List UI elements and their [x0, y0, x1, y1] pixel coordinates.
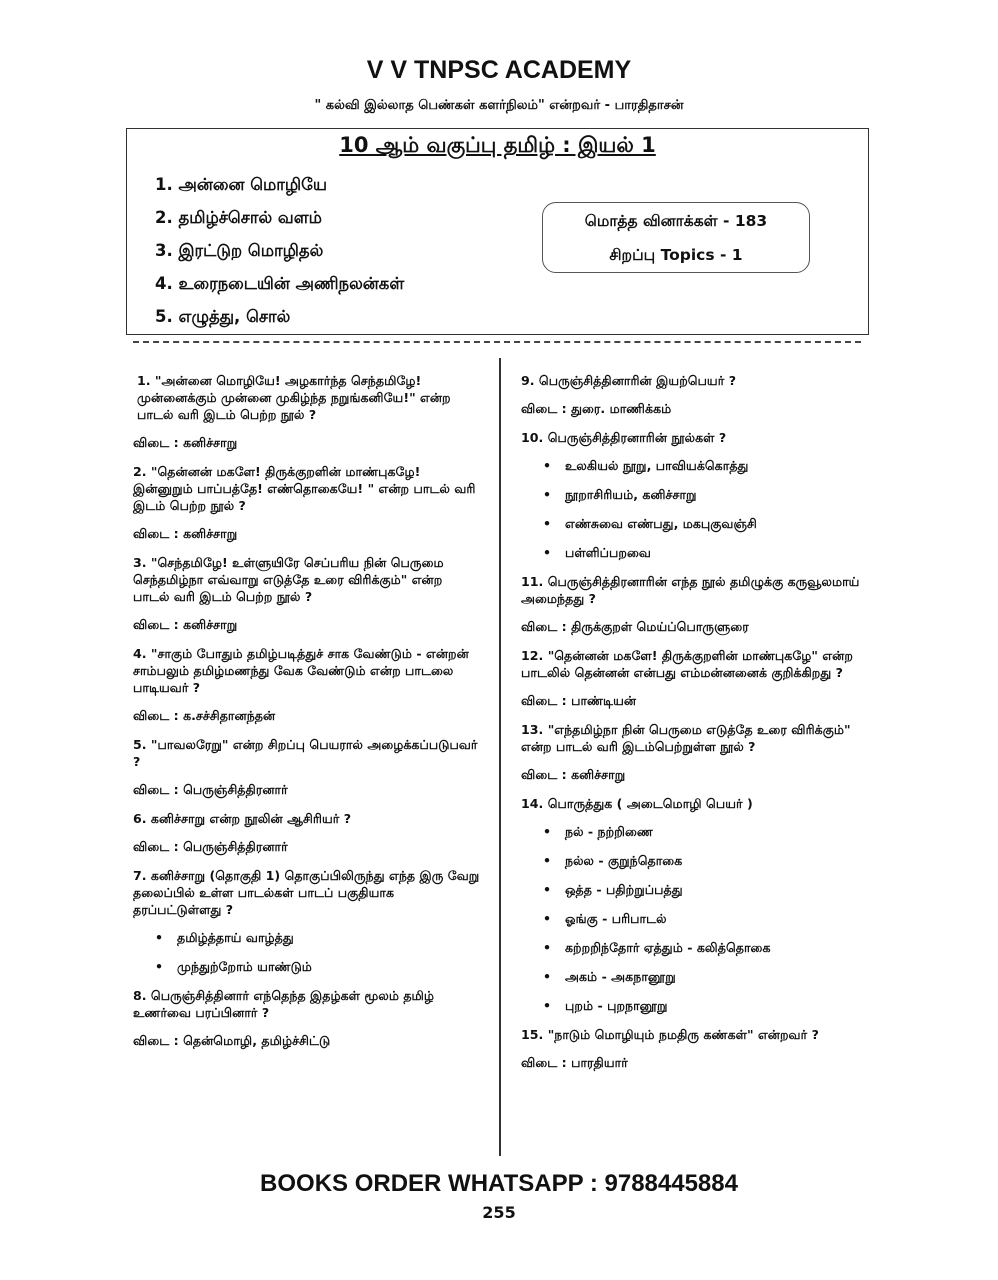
- answer: விடை : பாண்டியன்: [521, 693, 637, 708]
- question: 14. பொருத்துக ( அடைமொழி பெயர் ): [521, 796, 753, 811]
- list-item: • எண்சுவை எண்பது, மகபுகுவஞ்சி: [521, 515, 866, 532]
- question: 11. பெருஞ்சித்திரனாரின் எந்த நூல் தமிழுக்கு கருவூலமாய் அமைந்தது ?: [521, 574, 860, 606]
- list-item: • நல் - நற்றிணை: [521, 823, 866, 840]
- list-item: • நூறாசிரியம், கனிச்சாறு: [521, 486, 866, 503]
- question: 8. பெருஞ்சித்தினார் எந்தெந்த இதழ்கள் மூலம் தமிழ் உணர்வை பரப்பினார் ?: [133, 988, 435, 1020]
- question-count-box: [542, 202, 810, 273]
- list-item: • கற்றறிந்தோர் ஏத்தும் - கலித்தொகை: [521, 939, 866, 956]
- answer: விடை : கனிச்சாறு: [133, 435, 238, 450]
- question: 3. "செந்தமிழே! உள்ளுயிரே செப்பரிய நின் பெருமை செந்தமிழ்நா எவ்வாறு எடுத்தே உரை விரிக்கும்" என்ற பாடல் வரி இடம் பெற்ற நூல் ?: [133, 555, 444, 604]
- question: 9. பெருஞ்சித்தினாரின் இயற்பெயர் ?: [521, 373, 737, 388]
- topic-item: 4. உரைநடையின் அணிநலன்கள்: [155, 274, 405, 293]
- list-item: • அகம் - அகநானூறு: [521, 968, 866, 985]
- list-item: • ஓங்கு - பரிபாடல்: [521, 910, 866, 927]
- column-divider: [499, 358, 501, 1156]
- bullet-list: [521, 457, 866, 561]
- answer: விடை : கனிச்சாறு: [133, 526, 238, 541]
- header-quote: " கல்வி இல்லாத பெண்கள் களர்நிலம்" என்றவர் - பாரதிதாசன்: [314, 98, 684, 113]
- list-item: • தமிழ்த்தாய் வாழ்த்து: [133, 929, 481, 946]
- topic-item: 2. தமிழ்ச்சொல் வளம்: [155, 208, 322, 227]
- page-number: 255: [482, 1203, 516, 1222]
- bullet-list: [133, 929, 481, 975]
- topic-item: 3. இரட்டுற மொழிதல்: [155, 241, 324, 260]
- answer: விடை : தென்மொழி, தமிழ்ச்சிட்டு: [133, 1033, 331, 1048]
- page-title: V V TNPSC ACADEMY: [366, 56, 632, 84]
- question: 15. "நாடும் மொழியும் நமதிரு கண்கள்" என்றவர் ?: [521, 1027, 819, 1042]
- question: 4. "சாகும் போதும் தமிழ்படித்துச் சாக வேண்டும் - என்றன் சாம்பலும் தமிழ்மணந்து வேக வேண்டும் என்ற பாடலை பாடியவர் ?: [133, 646, 469, 695]
- answer: விடை : கனிச்சாறு: [521, 767, 626, 782]
- special-topics: சிறப்பு Topics - 1: [609, 246, 743, 264]
- chapter-summary-box: [126, 128, 869, 335]
- list-item: • ஒத்த - பதிற்றுப்பத்து: [521, 881, 866, 898]
- answer: விடை : பெருஞ்சித்திரனார்: [133, 782, 288, 797]
- answer: விடை : பெருஞ்சித்திரனார்: [133, 839, 288, 854]
- total-questions: மொத்த வினாக்கள் - 183: [584, 212, 768, 230]
- list-item: • முந்துற்றோம் யாண்டும்: [133, 958, 481, 975]
- list-item: • பள்ளிப்பறவை: [521, 544, 866, 561]
- question: 5. "பாவலரேறு" என்ற சிறப்பு பெயரால் அழைக்கப்படுபவர் ?: [133, 737, 478, 769]
- answer: விடை : கனிச்சாறு: [133, 617, 238, 632]
- left-column: [133, 372, 481, 1061]
- right-column: [521, 372, 866, 1083]
- question: 12. "தென்னன் மகளே! திருக்குறளின் மாண்புகழே" என்ற பாடலில் தென்னன் என்பது எம்மன்னனைக் குறிக்கிறது ?: [521, 648, 853, 680]
- question: 6. கனிச்சாறு என்ற நூலின் ஆசிரியர் ?: [133, 811, 352, 826]
- dashed-divider: [133, 341, 861, 343]
- question: 1. "அன்னை மொழியே! அழகார்ந்த செந்தமிழே! முன்னைக்கும் முன்னை முகிழ்ந்த நறுங்கனியே!" என்ற பாடல் வரி இடம் பெற்ற நூல் ?: [137, 373, 451, 422]
- order-contact: BOOKS ORDER WHATSAPP : 9788445884: [260, 1170, 738, 1197]
- answer: விடை : திருக்குறள் மெய்ப்பொருளுரை: [521, 619, 749, 634]
- answer: விடை : பாரதியார்: [521, 1055, 628, 1070]
- question: 13. "எந்தமிழ்நா நின் பெருமை எடுத்தே உரை விரிக்கும்" என்ற பாடல் வரி இடம்பெற்றுள்ள நூல் ?: [521, 722, 851, 754]
- question: 2. "தென்னன் மகளே! திருக்குறளின் மாண்புகழே! இன்னுறும் பாப்பத்தே! எண்தொகையே! " என்ற பாடல் வரி இடம் பெற்ற நூல் ?: [133, 464, 476, 513]
- bullet-list: [521, 823, 866, 1014]
- topic-item: 5. எழுத்து, சொல்: [155, 307, 291, 326]
- list-item: • நல்ல - குறுந்தொகை: [521, 852, 866, 869]
- chapter-heading: 10 ஆம் வகுப்பு தமிழ் : இயல் 1: [339, 133, 656, 157]
- question: 10. பெருஞ்சித்திரனாரின் நூல்கள் ?: [521, 430, 727, 445]
- answer: விடை : துரை. மாணிக்கம்: [521, 401, 672, 416]
- topic-list: [155, 173, 404, 338]
- list-item: • உலகியல் நூறு, பாவியக்கொத்து: [521, 457, 866, 474]
- answer: விடை : க.சச்சிதானந்தன்: [133, 708, 276, 723]
- topic-item: 1. அன்னை மொழியே: [155, 175, 328, 194]
- question: 7. கனிச்சாறு (தொகுதி 1) தொகுப்பிலிருந்து எந்த இரு வேறு தலைப்பில் உள்ள பாடல்கள் பாடப் பகுதியாக தரப்பட்டுள்ளது ?: [133, 868, 480, 917]
- list-item: • புறம் - புறநானூறு: [521, 997, 866, 1014]
